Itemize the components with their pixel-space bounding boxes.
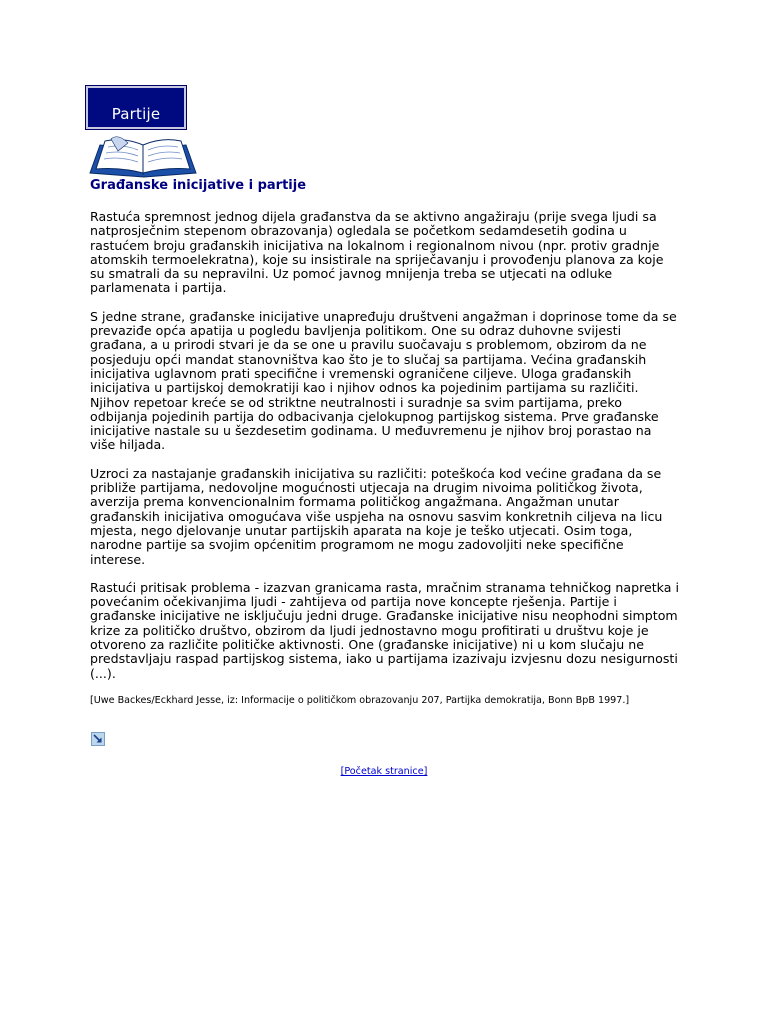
- article-body: [90, 210, 680, 707]
- article-paragraph: S jedne strane, građanske inicijative unapređuju društveni angažman i doprinose tome da se prevaziđe opća apatija u pogledu bavljenja politikom. One su odraz duhovne svijesti građana, a u prirodi stvari je da se one u pravilu suočavaju s problemom, obzirom da ne posjeduju opći mandat stanovništva kao što je to slučaj sa partijama. Većina građanskih inicijativa uglavnom prati specifične i vremenski ograničene ciljeve. Uloga građanskih inicijativa u partijskoj demokratiji kao i njihov odnos ka pojedinim partijama su različiti. Njihov repetoar kreće se od striktne neutralnosti i suradnje sa svim partijama, preko odbijanja pojedinih partija do odbacivanja cjelokupnog partijskog sistema. Prve građanske inicijative nastale su u šezdesetim godinama. U međuvremenu je njihov broj porastao na više hiljada.: [90, 308, 677, 453]
- page-top-link-container: [0, 766, 768, 778]
- article-paragraph: Rastuća spremnost jednog dijela građanstva da se aktivno angažiraju (prije svega ljudi sa natprosječnim stepenom obrazovanja) ogledala se početkom sedamdesetih godina u rastućem broju građanskih inicijativa na lokalnom i regionalnom nivou (npr. protiv gradnje atomskih termoelekratna), koje su insistirale na spriječavanju i provođenju planova za koje su smatrali da su nepravilni. Uz pomoć javnog mnijenja treba se utjecati na odluke parlamenata i partija.: [90, 209, 664, 296]
- source-citation: [Uwe Backes/Eckhard Jesse, iz: Informacije o političkom obrazovanju 207, Partijka demokratija, Bonn BpB 1997.]: [90, 694, 630, 706]
- open-book-icon: [88, 129, 198, 179]
- arrow-right-icon[interactable]: [91, 732, 105, 746]
- partije-logo: [86, 86, 186, 129]
- logo-label: Partije: [111, 105, 161, 123]
- back-to-top-link[interactable]: [Početak stranice]: [340, 766, 428, 777]
- article-paragraph: Uzroci za nastajanje građanskih inicijativa su različiti: poteškoća kod većine građana da se približe partijama, nedovoljne mogućnosti utjecaja na drugim nivoima političkog života, averzija prema konvencionalnim formama političkog angažmana. Angažman unutar građanskih inicijativa omogućava više uspjeha na osnovu sasvim konkretnih ciljeva na licu mjesta, nego djelovanje unutar partijskih aparata na koje je teško utjecati. Osim toga, narodne partije sa svojim općenitim programom ne mogu zadovoljiti neke specifične interese.: [90, 465, 663, 567]
- article-title: Građanske inicijative i partije: [90, 178, 307, 193]
- article-paragraph: Rastući pritisak problema - izazvan granicama rasta, mračnim stranama tehničkog napretka i povećanim očekivanjima ljudi - zahtijeva od partija nove koncepte rješenja. Partije i građanske inicijative ne isključuju jedni druge. Građanske inicijative nisu neophodni simptom krize za političko društvo, obzirom da ljudi jednostavno mogu profitirati u društvu koje je otvoreno za različite političke aktivnosti. One (građanske inicijative) ni u kom slučaju ne predstavljaju raspad partijskog sistema, iako u partijama izazivaju izvjesnu dozu nesigurnosti (...).: [90, 579, 679, 681]
